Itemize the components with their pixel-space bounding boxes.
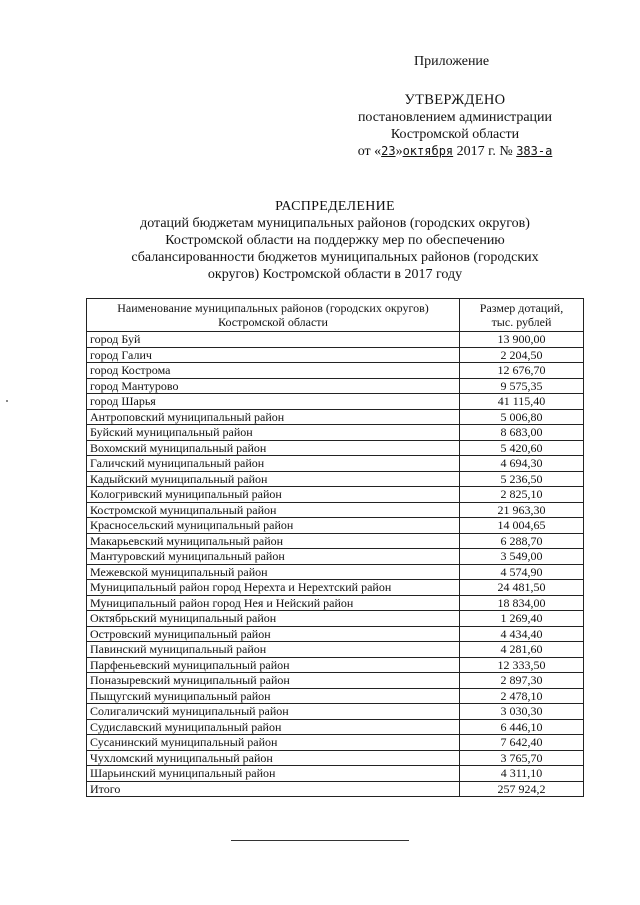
table-row [87,533,584,549]
header-value-line-1: Размер дотаций, [479,301,564,315]
scan-speck [6,400,8,402]
header-name-line-1: Наименование муниципальных районов (городских округов) [117,301,429,315]
approval-block [330,92,580,160]
row-name: Кадыйский муниципальный район [87,471,460,487]
document-title [90,198,580,283]
row-name: Мантуровский муниципальный район [87,549,460,565]
row-value: 13 900,00 [460,332,584,348]
appendix-label: Приложение [414,54,490,69]
table-row [87,425,584,441]
row-value: 3 765,70 [460,750,584,766]
table-row [87,704,584,720]
row-value: 4 574,90 [460,564,584,580]
row-value: 5 006,80 [460,409,584,425]
table-row [87,564,584,580]
row-value: 5 420,60 [460,440,584,456]
row-value: 3 030,30 [460,704,584,720]
table-row [87,487,584,503]
date-prefix: от « [357,144,382,159]
table-row [87,657,584,673]
row-name: Пыщугский муниципальный район [87,688,460,704]
title-caps: РАСПРЕДЕЛЕНИЕ [275,199,395,214]
table-row [87,719,584,735]
row-name: Буйский муниципальный район [87,425,460,441]
table-row [87,409,584,425]
subsidy-table [86,298,584,797]
row-value: 4 694,30 [460,456,584,472]
table-row [87,471,584,487]
table-row [87,781,584,797]
table-row [87,347,584,363]
table-row [87,626,584,642]
row-name: Поназыревский муниципальный район [87,673,460,689]
approval-date [330,143,580,160]
row-name: Межевской муниципальный район [87,564,460,580]
table-row [87,363,584,379]
row-value: 6 446,10 [460,719,584,735]
table-row [87,378,584,394]
table-row [87,580,584,596]
row-value: 4 281,60 [460,642,584,658]
row-name: Макарьевский муниципальный район [87,533,460,549]
table-row [87,518,584,534]
row-name: Костромской муниципальный район [87,502,460,518]
table-row [87,549,584,565]
approval-line-1: постановлением администрации [357,110,553,125]
approval-heading: УТВЕРЖДЕНО [404,92,506,108]
header-name [87,299,460,332]
row-name: Сусанинский муниципальный район [87,735,460,751]
table-row [87,332,584,348]
row-name: город Мантурово [87,378,460,394]
table-row [87,688,584,704]
title-line-2: Костромской области на поддержку мер по обеспечению [165,233,505,248]
row-value: 7 642,40 [460,735,584,751]
title-line-1: дотаций бюджетам муниципальных районов (городских округов) [140,216,530,231]
row-value: 2 897,30 [460,673,584,689]
row-name: Антроповский муниципальный район [87,409,460,425]
row-value: 18 834,00 [460,595,584,611]
table-row [87,502,584,518]
table-row [87,766,584,782]
row-name: город Шарья [87,394,460,410]
row-value: 4 434,40 [460,626,584,642]
row-name: Солигаличский муниципальный район [87,704,460,720]
date-month: октября [402,144,454,158]
row-name: город Кострома [87,363,460,379]
row-name: Галичский муниципальный район [87,456,460,472]
title-line-4: округов) Костромской области в 2017 году [207,267,463,282]
approval-line-2: Костромской области [390,127,520,142]
row-value: 24 481,50 [460,580,584,596]
signature-line [231,840,409,841]
row-value: 6 288,70 [460,533,584,549]
row-name: Островский муниципальный район [87,626,460,642]
row-value: 257 924,2 [460,781,584,797]
row-name: город Галич [87,347,460,363]
title-line-3: сбалансированности бюджетов муниципальных районов (городских [131,250,539,265]
row-name: Красносельский муниципальный район [87,518,460,534]
decree-number: 383-а [516,144,553,158]
header-value-line-2: тыс. рублей [491,315,552,329]
table-row [87,642,584,658]
row-name: Судиславский муниципальный район [87,719,460,735]
row-name: город Буй [87,332,460,348]
row-name: Парфеньевский муниципальный район [87,657,460,673]
row-value: 1 269,40 [460,611,584,627]
row-name: Муниципальный район город Нея и Нейский район [87,595,460,611]
row-value: 4 311,10 [460,766,584,782]
date-year: 2017 г. № [453,144,517,159]
row-name: Чухломский муниципальный район [87,750,460,766]
row-value: 12 676,70 [460,363,584,379]
row-name: Итого [87,781,460,797]
table-row [87,735,584,751]
row-name: Октябрьский муниципальный район [87,611,460,627]
date-mid: » [395,144,403,159]
table-row [87,673,584,689]
header-name-line-2: Костромской области [218,315,328,329]
row-value: 8 683,00 [460,425,584,441]
header-value [460,299,584,332]
row-name: Павинский муниципальный район [87,642,460,658]
table-row [87,456,584,472]
row-name: Кологривский муниципальный район [87,487,460,503]
row-name: Муниципальный район город Нерехта и Нерехтский район [87,580,460,596]
row-value: 5 236,50 [460,471,584,487]
table-row [87,750,584,766]
date-day: 23 [381,144,396,158]
row-value: 3 549,00 [460,549,584,565]
row-name: Вохомский муниципальный район [87,440,460,456]
row-value: 21 963,30 [460,502,584,518]
table-row [87,611,584,627]
row-name: Шарьинский муниципальный район [87,766,460,782]
row-value: 12 333,50 [460,657,584,673]
row-value: 41 115,40 [460,394,584,410]
table-header-row [87,299,584,332]
table-body [87,332,584,797]
row-value: 2 204,50 [460,347,584,363]
table-row [87,394,584,410]
table-row [87,595,584,611]
table-row [87,440,584,456]
row-value: 9 575,35 [460,378,584,394]
row-value: 2 478,10 [460,688,584,704]
row-value: 2 825,10 [460,487,584,503]
row-value: 14 004,65 [460,518,584,534]
